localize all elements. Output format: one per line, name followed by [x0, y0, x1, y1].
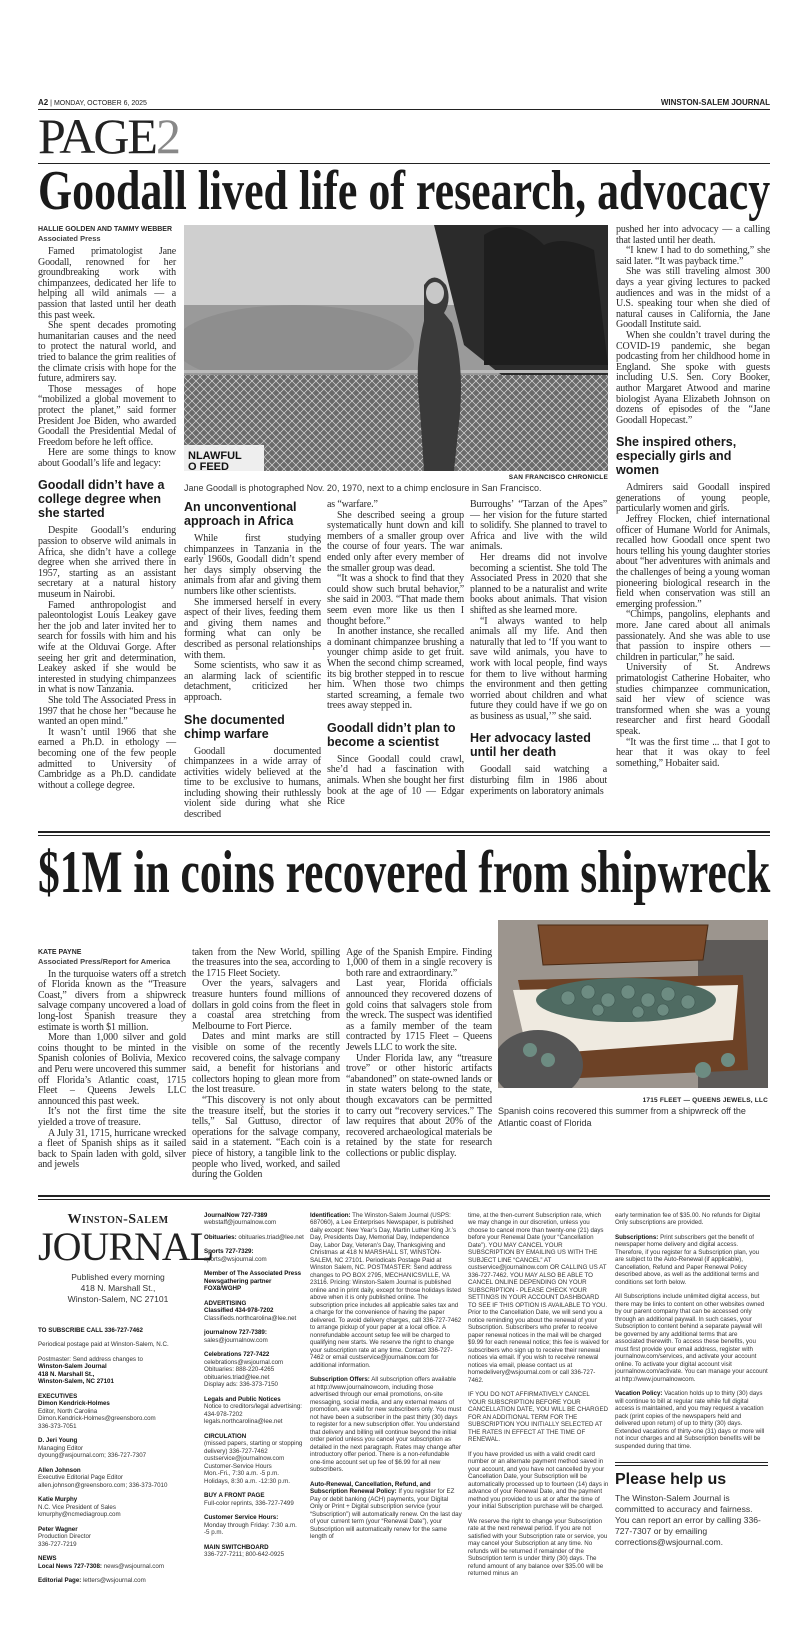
address-line-1: 418 N. Marshall St.,: [80, 1282, 156, 1293]
info-value: news@wsjournal.com: [103, 1562, 164, 1570]
info-value: Dimon.Kendrick-Holmes@greensboro.com: [38, 1415, 156, 1423]
subheading: Goodall didn’t have a college degree when she started: [38, 478, 165, 521]
right-info-column: [615, 1212, 768, 1549]
coins-photo: [498, 920, 768, 1088]
logo-top-text: Winston-Salem: [67, 1211, 169, 1227]
info-line: [204, 1514, 304, 1522]
paper-name: WINSTON-SALEM JOURNAL: [660, 98, 770, 107]
info-line: [204, 1440, 304, 1455]
info-label: Peter Wagner: [38, 1525, 78, 1533]
info-line: [204, 1300, 304, 1308]
paragraph: “I knew I had to do something,” she said later. “It was payback time.”: [616, 245, 770, 267]
paragraph: It wasn’t until 1966 that she earned a Ph.D. in ethology — becoming one of the few people admitted to University of Cambridge as a Ph.D. candidate without a college degree.: [38, 726, 176, 791]
coins-column-3: [346, 920, 492, 1160]
coins-headline: $1M in coins recovered from shipwreck: [38, 838, 771, 905]
info-value: 336-727-7211; 800-642-0925: [204, 1551, 285, 1559]
policy-paragraph: [468, 1518, 609, 1578]
policy-label: Subscription Offers:: [310, 1376, 370, 1384]
byline-author: KATE PAYNE: [38, 948, 82, 956]
please-help-us-heading: Please help us: [615, 1471, 727, 1489]
info-value: 336-373-7051: [38, 1422, 77, 1430]
goodall-column-1: [38, 225, 176, 791]
paragraph: Dates and mint marks are still visible on some of the recently recovered coins, the salvage company said, a benefit for historians and collectors hoping to glean more from the lost treasure.: [192, 1031, 340, 1096]
info-block: [204, 1329, 304, 1344]
info-value: Display ads: 336-373-7150: [204, 1381, 278, 1389]
info-value: Mon.-Fri., 7:30 a.m. -5 p.m.: [204, 1470, 279, 1478]
goodall-photo-credit: SAN FRANCISCO CHRONICLE: [508, 474, 608, 481]
info-label: Dimon Kendrick-Holmes: [38, 1400, 110, 1408]
paragraph: Goodall said watching a disturbing film in 1986 about experiments on laboratory animals: [470, 764, 607, 797]
journal-logo: [38, 1211, 214, 1269]
info-block: [38, 1356, 198, 1386]
section-title: [38, 110, 770, 163]
section-title-number: 2: [155, 108, 179, 164]
policy-paragraph: [468, 1451, 609, 1511]
info-label: Local News 727-7308:: [38, 1562, 102, 1570]
info-line: [38, 1482, 198, 1490]
policy-label: Auto-Renewal, Cancellation, Refund, and Subscription Renewal Policy:: [310, 1480, 431, 1496]
goodall-middle: [184, 225, 608, 821]
info-label: Celebrations 727-7422: [204, 1351, 270, 1359]
logo-main-text: JOURNAL: [38, 1223, 214, 1269]
info-line: [204, 1381, 304, 1389]
coins-photo-block: [498, 920, 768, 1129]
policy-text: We reserve the right to change your Subscription rate at the next renewal period. If you are not satisfied with your Subscription rate or service, you may cancel your Subscription at any time. No refunds will be returned if remainder of the Subscription term is under thirty (30) days. The refund amount of any balance over $35.00 will be returned minus an: [468, 1517, 608, 1578]
info-label: Member of The Associated Press: [204, 1270, 302, 1278]
goodall-column-3: [327, 500, 464, 808]
info-line: [38, 1371, 198, 1379]
paragraph: While first studying chimpanzees in Tanzania in the early 1960s, Goodall didn’t spend her days simply observing the animals from afar and giving them numbers like other scientists.: [184, 533, 321, 597]
paragraph: “It was a shock to find that they could show such brutal behavior,” she said in 2003. “That made them seem even more like us then I thought before.”: [327, 573, 464, 627]
info-block: [38, 1437, 198, 1460]
info-value: 336-727-7219: [38, 1540, 77, 1548]
info-value: celebrations@wsjournal.com: [204, 1358, 284, 1366]
paragraph: Over the years, salvagers and treasure hunters found millions of dollars in gold coins from the fleet in a coastal area stretching from Melbourne to Fort Pierce.: [192, 978, 340, 1032]
info-line: [38, 1452, 198, 1460]
paragraph: In the turquoise waters off a stretch of Florida known as the “Treasure Coast,” divers from a shipwreck salvage company uncovered a load of long-lost Spanish treasure they estimate is worth $1 million.: [38, 968, 186, 1033]
info-value: Classifieds.northcarolina@lee.net: [204, 1314, 297, 1322]
policy-text: early termination fee of $35.00. No refunds for Digital Only subscriptions are provided.: [615, 1211, 761, 1227]
info-block: [204, 1300, 304, 1323]
info-block: [204, 1212, 304, 1227]
info-box: [38, 1212, 770, 1592]
info-line: [38, 1563, 198, 1571]
paragraph: She described seeing a group systematically hunt down and kill members of a smaller group over the course of four years. The war ended only after every member of the smaller group was dead.: [327, 509, 464, 574]
info-line: [38, 1445, 198, 1453]
info-label: Winston-Salem, NC 27101: [38, 1378, 114, 1386]
policy-text: Print subscribers get the benefit of newspaper home delivery and digital access. Therefore, if you register for a Subscription plan, you are subject to the Auto-Renewal (if applicable), Cancellation, Refund and Paper Renewal Policy described above, as well as the additional terms and conditions set forth below.: [615, 1233, 760, 1286]
subheading: Goodall didn’t plan to become a scientist: [327, 720, 456, 749]
newspaper-page: [38, 0, 770, 1612]
info-block: [38, 1526, 198, 1549]
info-line: [38, 1467, 198, 1475]
info-label: JournalNow 727-7389: [204, 1211, 268, 1219]
info-line: [204, 1359, 304, 1367]
coins-article: [38, 920, 770, 1181]
goodall-lower-columns: [184, 500, 608, 821]
info-line: [204, 1478, 304, 1486]
svg-text:O FEED: O FEED: [188, 461, 229, 471]
info-line: [38, 1511, 198, 1519]
info-label: ADVERTISING: [204, 1299, 247, 1307]
info-label: MAIN SWITCHBOARD: [204, 1543, 269, 1551]
info-block: [204, 1248, 304, 1263]
info-line: [204, 1307, 304, 1315]
coins-headline-wrap: [38, 838, 771, 914]
paragraph: “I always wanted to help animals all my life. And then naturally that led to ‘If you want to save wild animals, you have to work with local people, find ways for them to live without harming the environment and then getting worried about children and what future they could have if we go on as business as usual,’” she said.: [470, 615, 607, 722]
info-label: Customer Service Hours:: [204, 1514, 279, 1522]
paragraph: She spent decades promoting humanitarian causes and the need to protect the natural world, and tried to balance the grim realities of the climate crisis with hope for the future, admirers say.: [38, 320, 176, 385]
subheading: She documented chimp warfare: [184, 712, 285, 741]
policy-text: All Subscriptions include unlimited digital access, but there may be links to content on other websites owned by our parent company that can be accessed only through an additional paywall. In such cases, your Subscription to content behind a separate paywall will be governed by any additional terms that are associated therewith. To access these benefits, you must first provide your email address, register with journalnow.com/services, and activate your account online. To activate your digital account visit journalnow.com/activate. You can manage your account at http://www.journalnowcom.: [615, 1293, 768, 1383]
info-block: [204, 1234, 304, 1242]
info-line: [38, 1496, 198, 1504]
info-line: [38, 1363, 198, 1371]
info-block: [204, 1433, 304, 1486]
staff-directory: [38, 1327, 198, 1585]
policy-paragraph: [615, 1234, 768, 1287]
byline-authors: HALLIE GOLDEN AND TAMMY WEBBER: [38, 226, 173, 233]
info-block: [38, 1577, 198, 1585]
info-value: obituaries.triad@lee.net: [204, 1373, 270, 1381]
policy-paragraph: [310, 1376, 462, 1474]
goodall-photo-image: [184, 225, 608, 471]
info-line: [38, 1356, 198, 1364]
info-value: Executive Editorial Page Editor: [38, 1474, 123, 1482]
paragraph: In another instance, she recalled a dominant chimpanzee brushing a younger chimp aside to get fruit. When the second chimp screamed, its big brother stepped in to rescue him. When those two chimps started screaming, a female two trees away stepped in.: [327, 626, 464, 712]
goodall-photo-caption: Jane Goodall is photographed Nov. 20, 1970, next to a chimp enclosure in San Francisco.: [184, 483, 542, 493]
info-value: dyoung@wsjournal.com; 336-727-7307: [38, 1452, 147, 1460]
policy-text: time, at the then-current Subscription rate, which we may change in our discretion, unless you choose to cancel more than twenty-one (21) days before your Renewal Date (your “Cancellation Date”). YOU MAY CANCEL YOUR SUBSCRIPTION BY EMAILING US WITH THE SUBJECT LINE “CANCEL” AT custservice@journalnow.com OR CALLING US AT 336-727-7462. YOU MAY ALSO BE ABLE TO CANCEL ONLINE DEPENDING ON YOUR SUBSCRIPTION - PLEASE CHECK YOUR SETTINGS IN YOUR ACCOUNT DASHBOARD TO SEE IF THIS OPTION IS AVAILABLE TO YOU. Prior to the Cancellation Date, we will send you a notice reminding you about the renewal of your Subscription. Subscribers who prefer to receive paper renewal notices in the mail will be charged $9.99 for each renewal notice; this fee is waived for subscribers who sign up to receive their renewal notices via email. If you wish to receive renewal notices via email, please contact us at homedelivery@wsjournal.com or call 336-727-7462.: [468, 1211, 609, 1384]
paragraph: University of St. Andrews primatologist Catherine Hobaiter, who studies chimpanzee communication, said her view of science was transformed when she was a young researcher and first heard Goodall speak.: [616, 662, 770, 737]
section-divider: [38, 1195, 770, 1200]
paragraph: Despite Goodall’s enduring passion to observe wild animals in Africa, she didn’t have a college degree when she arrived there in 1957, starting as an assistant secretary at a natural history museum in Nairobi.: [38, 525, 176, 601]
byline-agency: Associated Press/Report for America: [38, 956, 171, 966]
paragraph: Her dreams did not involve becoming a scientist. She told The Associated Press in 2020 that she planned to be a naturalist and write books about animals. That vision shifted as she learned more.: [470, 551, 607, 616]
info-line: [204, 1403, 304, 1418]
paragraph: “It was the first time ... that I got to hear that it was okay to feel something,” Hobaiter said.: [616, 736, 770, 769]
info-line: [38, 1474, 198, 1482]
info-value: Monday through Friday: 7:30 a.m. -5 p.m.: [204, 1521, 297, 1537]
issue-date: MONDAY, OCTOBER 6, 2025: [53, 100, 147, 107]
info-line: [204, 1248, 304, 1263]
info-label: Legals and Public Notices: [204, 1395, 281, 1403]
info-line: [38, 1408, 198, 1416]
paragraph: Under Florida law, any “treasure trove” or other historic artifacts “abandoned” on state-owned lands or in state waters belong to the state, though excavators can be permitted to carry out “recovery services.” The law requires that about 20% of the recovered archaeological materials be retained by the state for research collections or public display.: [346, 1052, 492, 1159]
paragraph: Last year, Florida officials announced they recovered dozens of gold coins that salvagers stole from the wreck. The suspect was identified as a family member of the team contracted by 1715 Fleet – Queens Jewels LLC to work the site.: [346, 978, 492, 1053]
paragraph: Goodall documented chimpanzees in a wide array of activities widely believed at the time to be exclusive to humans, including showing their ruthlessly violent side during what she described: [184, 745, 321, 821]
folio-line: A2 | MONDAY, OCTOBER 6, 2025 WINSTON-SALEM JOURNAL: [38, 98, 770, 110]
policy-paragraph: [615, 1390, 768, 1450]
info-line: [204, 1492, 304, 1500]
info-value: Postmaster: Send address changes to: [38, 1355, 143, 1363]
info-line: [204, 1219, 304, 1227]
section-divider: [38, 831, 770, 836]
info-line: [38, 1423, 198, 1431]
info-block: [204, 1492, 304, 1507]
info-label: Editorial Page:: [38, 1577, 82, 1585]
info-line: [38, 1400, 198, 1408]
info-line: [204, 1270, 304, 1278]
masthead-column: [38, 1211, 214, 1592]
info-value: sports@wsjournal.com: [204, 1255, 267, 1263]
coins-photo-credit: 1715 FLEET — QUEENS JEWELS, LLC: [642, 1096, 768, 1104]
info-block: [38, 1555, 198, 1570]
goodall-column-5: [616, 225, 770, 769]
fineprint-column-1: [310, 1212, 462, 1548]
info-line: [38, 1555, 198, 1563]
published-note: Published every morning: [71, 1271, 165, 1282]
paragraph: taken from the New World, spilling the treasures into the sea, according to the 1715 Fleet Society.: [192, 946, 340, 979]
policy-paragraph: [310, 1212, 462, 1370]
info-label: Classified 434-978-7202: [204, 1307, 274, 1315]
coins-column-1: [38, 920, 186, 1171]
info-line: [204, 1433, 304, 1441]
info-label: BUY A FRONT PAGE: [204, 1492, 265, 1500]
policy-text: IF YOU DO NOT AFFIRMATIVELY CANCEL YOUR SUBSCRIPTION BEFORE YOUR CANCELLATION DATE, YOU WILL BE CHARGED FOR AN ADDITIONAL TERM FOR THE SUBSCRIPTION YOU INITIALLY SELECTED AT THE RATES IN EFFECT AT THE TIME OF RENEWAL.: [468, 1391, 609, 1444]
info-value: Obituaries: 888-220-4265: [204, 1366, 275, 1374]
info-value: Notice to creditors/legal advertising: 434-978-7202: [204, 1403, 303, 1418]
svg-text:NLAWFUL: NLAWFUL: [188, 450, 242, 462]
info-line: [38, 1378, 198, 1386]
paragraph: When she couldn’t travel during the COVID-19 pandemic, she began podcasting from her childhood home in England. She spoke with guests including U.S. Sen. Cory Booker, author Margaret Atwood and marine biologist Ayana Elizabeth Johnson on dozens of episodes of the “Jane Goodall Hopecast.”: [616, 329, 770, 426]
goodall-column-2: [184, 500, 321, 821]
byline-agency: Associated Press: [38, 234, 101, 243]
paragraph: It’s not the first time the site yielded a trove of treasure.: [38, 1106, 186, 1128]
info-value: letters@wsjournal.com: [83, 1577, 146, 1585]
info-block: [204, 1396, 304, 1426]
info-value: Managing Editor: [38, 1444, 84, 1452]
fineprint-column-3: [615, 1212, 768, 1451]
subheading: Her advocacy lasted until her death: [470, 731, 591, 760]
info-line: [38, 1415, 198, 1423]
info-label: EXECUTIVES: [38, 1392, 78, 1400]
policy-paragraph: [468, 1391, 609, 1444]
policy-label: Vacation Policy:: [615, 1390, 663, 1398]
publisher-info: [38, 1272, 198, 1305]
info-line: [204, 1366, 304, 1374]
info-line: [38, 1341, 198, 1349]
paragraph: “This discovery is not only about the treasure itself, but the stories it tells,” Sal Guttuso, director of operations for the salvage company, said in a statement. “Each coin is a piece of history, a tangible link to the people who lived, worked, and sailed during the Golden: [192, 1094, 340, 1181]
paragraph: Since Goodall could crawl, she’d had a fascination with animals. When she bought her first book at the age of 10 — Edgar Rice: [327, 753, 464, 808]
goodall-column-4: [470, 500, 607, 797]
info-block: [204, 1514, 304, 1537]
info-block: [204, 1351, 304, 1389]
info-line: [204, 1234, 304, 1242]
info-label: Winston-Salem Journal: [38, 1363, 107, 1371]
policy-paragraph: [468, 1212, 609, 1385]
contact-directory: [204, 1212, 304, 1566]
info-value: Holidays, 8:30 a.m. -12:30 p.m.: [204, 1477, 290, 1485]
goodall-byline: [38, 225, 176, 243]
subheading: She inspired others, especially girls and women: [616, 435, 737, 478]
info-line: [204, 1551, 304, 1559]
info-value: Periodical postage paid at Winston-Salem, N.C.: [38, 1341, 169, 1349]
paragraph: She immersed herself in every aspect of their lives, feeding them and giving them names and forming what can only be described as personal relationships with them.: [184, 596, 321, 661]
info-value: webstaff@journalnow.com: [204, 1219, 277, 1227]
paragraph: Famed primatologist Jane Goodall, renowned for her groundbreaking work with chimpanzees, dedicated her life to helping all wild animals — a passion that lasted until her death this past week.: [38, 246, 176, 321]
info-block: [38, 1341, 198, 1349]
info-value: Production Director: [38, 1533, 91, 1541]
paragraph: Age of the Spanish Empire. Finding 1,000 of them in a single recovery is both rare and extraordinary.”: [346, 946, 492, 979]
goodall-article: [38, 225, 770, 821]
info-block: [204, 1544, 304, 1559]
info-line: [204, 1500, 304, 1508]
info-label: D. Jeri Young: [38, 1437, 78, 1445]
info-line: [38, 1533, 198, 1541]
info-line: [38, 1327, 198, 1335]
policy-text: The Winston-Salem Journal (USPS: 687060), a Lee Enterprises Newspaper, is published daily except: New Year’s Day, Martin Luther King Jr.’s Day, Presidents Day, Memorial Day, Independence Day, Labor Day, Veteran’s Day, Thanksgiving and Christmas at 418 N MARSHALL ST, WINSTON-SALEM, NC 27101. Periodicals Postage Paid at Winston Salem, NC. POSTMASTER: Send address changes to PO BOX 2795, MECHANICSVILLE, VA 23116. Pricing: Winston-Salem Journal is published online and in print daily, except for those holidays listed above when it is only published online. The subscription price includes all applicable sales tax and a charge for the convenience of having the paper delivered. To avoid delivery charges, call 336-727-7462 to arrange pickup of your paper at a local office. A nonrefundable account setup fee will be charged to qualifying new starts. We reserve the right to change your subscription rate at any time. Contact 336-727-7462 or email custservice@journalnow.com for additional information.: [310, 1211, 462, 1369]
page-number: A2: [38, 98, 49, 107]
info-label: Newsgathering partner FOX8/WGHP: [204, 1277, 272, 1293]
info-value: obituaries.triad@lee.net: [238, 1233, 304, 1241]
info-line: [204, 1470, 304, 1478]
info-label: NEWS: [38, 1555, 57, 1563]
paragraph: Jeffrey Flocken, chief international officer of Humane World for Animals, recalled how Goodall once spent two hours telling his young daughter stories about “her adventures with animals and the challenges of being a young woman pioneering biological research in the field when conservation was still an emerging profession.”: [616, 514, 770, 610]
paragraph: Burroughs’ “Tarzan of the Apes” — her vision for the future started to solidify. She planned to travel to Africa and live with the wild animals.: [470, 499, 607, 553]
info-line: [204, 1396, 304, 1404]
info-value: kmurphy@ncmediagroup.com: [38, 1511, 121, 1519]
info-line: [204, 1455, 304, 1463]
policy-paragraph: [310, 1481, 462, 1541]
address-line-2: Winston-Salem, NC 27101: [67, 1293, 169, 1304]
paragraph: “Chimps, pangolins, elephants and more. Jane cared about all animals passionately. And she was able to use that passion to inspire others — children in particular,” he said.: [616, 609, 770, 663]
coins-photo-image: [498, 920, 768, 1088]
info-line: [38, 1541, 198, 1549]
info-value: (missed papers, starting or stopping delivery) 336-727-7462: [204, 1440, 303, 1455]
policy-text: If you register for EZ Pay or debit banking (ACH) payments, your Digital Only or Print + Digital subscription service (your “Subscription”) will automatically renew. On the last day of your current term (your “Renewal Date”), your Subscription will automatically renew for the same length of: [310, 1488, 462, 1541]
fineprint-column-2: [468, 1212, 609, 1585]
coins-column-2: [192, 920, 340, 1181]
paragraph: She was still traveling almost 300 days a year giving lectures to packed audiences and was in the midst of a U.S. speaking tour when she died of natural causes in California, the Jane Goodall Institute said.: [616, 266, 770, 331]
policy-label: Subscriptions:: [615, 1233, 659, 1241]
info-value: Editor, North Carolina: [38, 1407, 98, 1415]
info-label: Obituaries:: [204, 1233, 237, 1241]
info-line: [38, 1393, 198, 1401]
info-line: [38, 1437, 198, 1445]
policy-text: If you have provided us with a valid credit card number or an alternate payment method saved in your account, and you have not cancelled by your Cancellation Date, your Subscription will be automatically processed up to fourteen (14) days in advance of your Renewal Date, and the payment method you provided to us at or after the time of your initial Subscription purchase will be charged.: [468, 1450, 609, 1511]
policy-text: All subscription offers available at http://www.journalnowcom, including those advertised through our email promotions, on-site messaging, social media, and any external means of promotion, are valid for new subscribers only. You must not have been a subscriber in the past thirty (30) days to register for a new subscription offer. You understand that delivery and billing will continue beyond the initial order period unless you cancel your subscription as detailed in the next paragraph. Rates may change after introductory offer period. There is a non-refundable one-time account set up fee of $6.99 for all new subscribers.: [310, 1376, 462, 1474]
policy-paragraph: [615, 1212, 768, 1227]
info-value: legals.northcarolina@lee.net: [204, 1418, 283, 1426]
info-line: [38, 1577, 198, 1585]
divider: [615, 1462, 768, 1466]
policy-text: Vacation holds up to thirty (30) days will continue to bill at regular rate while full digital access is maintained, and you may request a vacation pack (print copies of the newspapers held and delivered upon return) of up to thirty (30) days. Extended vacations of thirty-one (31) days or more will not incur charges and all Subscription benefits will be suspended during that time.: [615, 1390, 765, 1450]
coins-photo-caption: Spanish coins recovered this summer from a shipwreck off the Atlantic coast of Florida: [498, 1105, 746, 1128]
info-line: [204, 1212, 304, 1220]
info-label: Sports 727-7329:: [204, 1248, 254, 1256]
section-title-main: PAGE: [38, 108, 156, 164]
info-value: Customer-Service Hours: [204, 1462, 272, 1470]
info-label: journalnow 727-7389:: [204, 1329, 267, 1337]
info-line: [204, 1351, 304, 1359]
info-value: custservice@journalnow.com: [204, 1455, 285, 1463]
info-line: [204, 1418, 304, 1426]
goodall-headline-wrap: [38, 160, 771, 222]
info-line: [204, 1315, 304, 1323]
policy-paragraph: [615, 1293, 768, 1383]
info-value: Full-color reprints, 336-727-7499: [204, 1499, 294, 1507]
info-line: [204, 1544, 304, 1552]
paragraph: Admirers said Goodall inspired generations of young people, particularly women and girls.: [616, 482, 770, 515]
info-value: N.C. Vice President of Sales: [38, 1503, 116, 1511]
info-line: [204, 1463, 304, 1471]
goodall-photo: [184, 225, 608, 471]
info-line: [204, 1374, 304, 1382]
paragraph: She told The Associated Press in 1997 that he chose her “because he wanted an open mind.”: [38, 694, 176, 728]
info-line: [204, 1278, 304, 1293]
info-line: [38, 1504, 198, 1512]
info-block: [204, 1270, 304, 1293]
please-help-us-text: The Winston-Salem Journal is committed to accuracy and fairness. You can report an error by calling 336-727-7307 or by emailing corrections@wsjournal.com.: [615, 1493, 761, 1548]
paragraph: Famed anthropologist and paleontologist Louis Leakey gave her the job and later invited her to search for fossils with him and his wife at the Olduvai Gorge. After seeing her grit and determination, Leakey asked if she would be interested in studying chimpanzees in what is now Tanzania.: [38, 599, 176, 696]
info-label: CIRCULATION: [204, 1432, 247, 1440]
info-label: 418 N. Marshall St.,: [38, 1370, 95, 1378]
info-value: sales@journalnow.com: [204, 1336, 268, 1344]
info-value: allen.johnson@greensboro.com; 336-373-7010: [38, 1481, 168, 1489]
info-label: Allen Johnson: [38, 1466, 81, 1474]
info-block: [38, 1393, 198, 1431]
paragraph: Some scientists, who saw it as an alarming lack of scientific detachment, criticized her approach.: [184, 660, 321, 703]
info-line: [204, 1522, 304, 1537]
subheading: An unconventional approach in Africa: [184, 500, 297, 528]
paragraph: More than 1,000 silver and gold coins thought to be minted in the Spanish colonies of Bolivia, Mexico and Peru were uncovered this summer off Florida’s Atlantic coast, 1715 Fleet – Queens Jewels LLC announced this past week.: [38, 1032, 186, 1107]
info-block: [38, 1467, 198, 1490]
policy-label: Identification:: [310, 1211, 351, 1219]
info-block: [38, 1496, 198, 1519]
paragraph: Here are some things to know about Goodall’s life and legacy:: [38, 447, 176, 469]
paragraph: as “warfare.”: [327, 499, 378, 510]
info-label: Katie Murphy: [38, 1496, 78, 1504]
info-label: TO SUBSCRIBE CALL 336-727-7462: [38, 1326, 143, 1334]
info-line: [38, 1526, 198, 1534]
goodall-headline: Goodall lived life of research, advocacy: [38, 160, 771, 222]
info-line: [204, 1329, 304, 1344]
coins-byline: [38, 948, 186, 966]
paragraph: pushed her into advocacy — a calling that lasted until her death.: [616, 224, 770, 246]
paragraph: A July 31, 1715, hurricane wrecked a fleet of Spanish ships as it sailed back to Spain laden with gold, silver and jewels: [38, 1127, 186, 1171]
info-block: [38, 1327, 198, 1335]
paragraph: Those messages of hope “mobilized a global movement to protect the planet,” said former President Joe Biden, who awarded Goodall the Presidential Medal of Freedom before he left office.: [38, 383, 176, 448]
